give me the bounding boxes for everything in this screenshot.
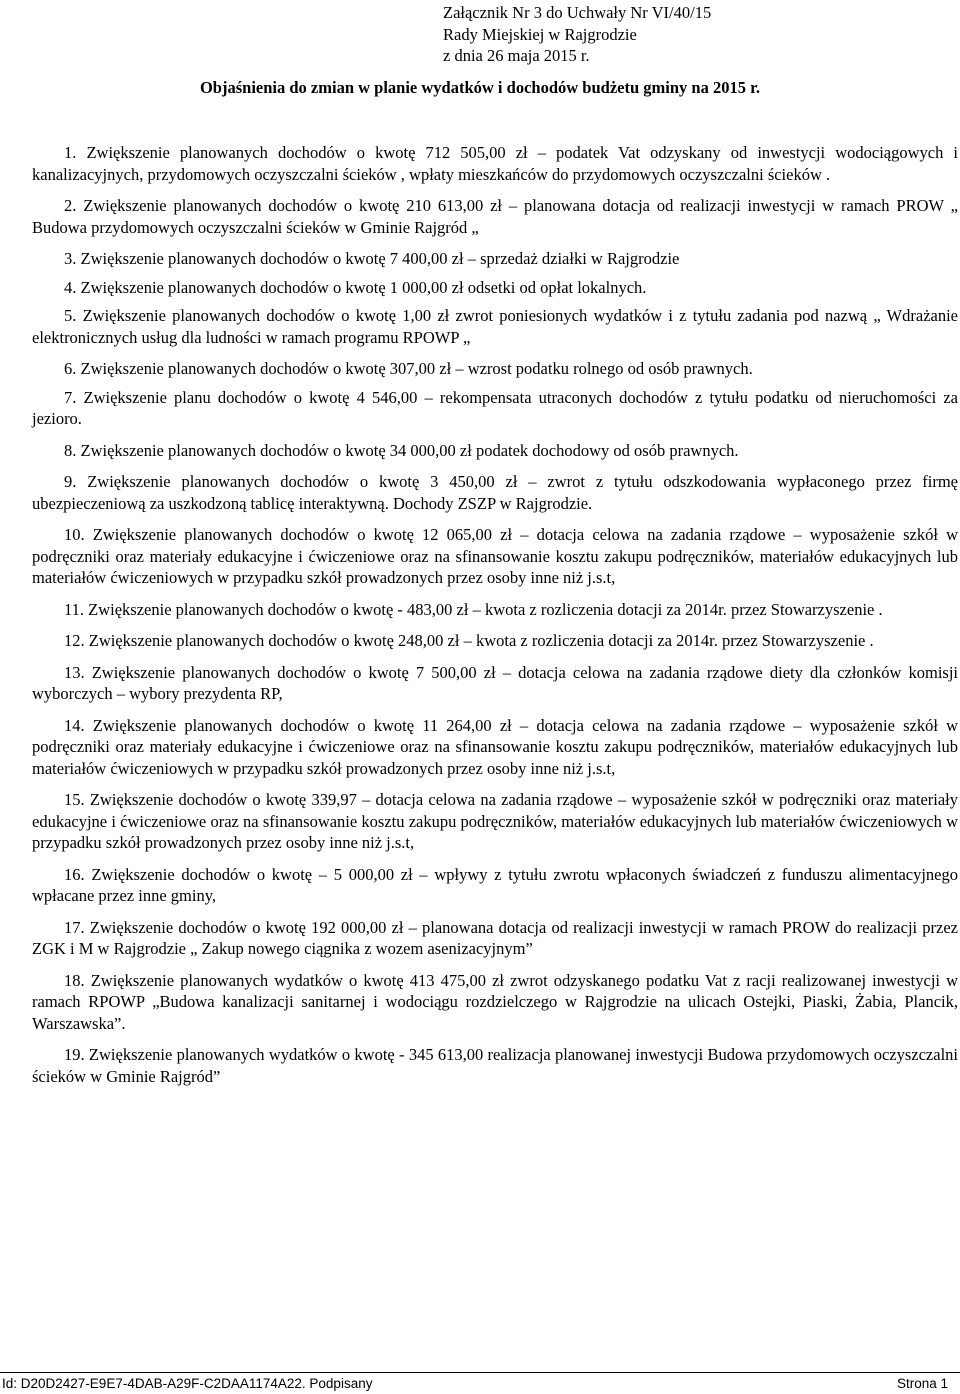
list-item: 4. Zwiększenie planowanych dochodów o kwotę 1 000,00 zł odsetki od opłat lokalnych. — [64, 277, 647, 297]
list-item: 17. Zwiększenie dochodów o kwotę 192 000,00 zł – planowana dotacja od realizacji inwestycji w ramach PROW do realizacji przez ZGK i M w Rajgrodzie „ Zakup nowego ciągnika z wozem asenizacyjnym” — [32, 917, 958, 958]
list-item: 5. Zwiększenie planowanych dochodów o kwotę 1,00 zł zwrot poniesionych wydatków i z tytułu zadania pod nazwą „ Wdrażanie elektronicznych usług dla ludności w ramach programu RPOWP „ — [32, 306, 958, 347]
document-title: Objaśnienia do zmian w planie wydatków i dochodów budżetu gminy na 2015 r. — [199, 78, 761, 97]
list-item: 10. Zwiększenie planowanych dochodów o kwotę 12 065,00 zł – dotacja celowa na zadania rządowe – wyposażenie szkół w podręczniki oraz materiały edukacyjne i ćwiczeniowe oraz na sfinansowanie kosztu zakupu podręczników, materiałów edukacyjnych lub materiałów ćwiczeniowych w przypadku szkół prowadzonych przez osoby inne niż j.s.t, — [32, 525, 958, 587]
list-item: 8. Zwiększenie planowanych dochodów o kwotę 34 000,00 zł podatek dochodowy od osób prawnych. — [64, 440, 739, 460]
list-item: 15. Zwiększenie dochodów o kwotę 339,97 – dotacja celowa na zadania rządowe – wyposażenie szkół w podręczniki oraz materiały edukacyjne i ćwiczeniowe oraz na sfinansowanie kosztu zakupu podręczników, materiałów edukacyjnych lub materiałów ćwiczeniowych w przypadku szkół prowadzonych przez osoby inne niż j.s.t, — [32, 790, 958, 852]
list-item: 9. Zwiększenie planowanych dochodów o kwotę 3 450,00 zł – zwrot z tytułu odszkodowania wypłaconego przez firmę ubezpieczeniową za uszkodzoną tablicę interaktywną. Dochody ZSZP w Rajgrodzie. — [32, 472, 958, 513]
header-line-3: z dnia 26 maja 2015 r. — [443, 46, 590, 65]
list-item: 6. Zwiększenie planowanych dochodów o kwotę 307,00 zł – wzrost podatku rolnego od osób prawnych. — [64, 359, 753, 378]
header-line-2: Rady Miejskiej w Rajgrodzie — [443, 24, 637, 44]
list-item: 14. Zwiększenie planowanych dochodów o kwotę 11 264,00 zł – dotacja celowa na zadania rządowe – wyposażenie szkół w podręczniki oraz materiały edukacyjne i ćwiczeniowe oraz na sfinansowanie kosztu zakupu podręczników, materiałów edukacyjnych lub materiałów ćwiczeniowych w przypadku szkół prowadzonych przez osoby inne niż j.s.t, — [32, 715, 958, 778]
list-item: 18. Zwiększenie planowanych wydatków o kwotę 413 475,00 zł zwrot odzyskanego podatku Vat z racji realizowanej inwestycji w ramach RPOWP „Budowa kanalizacji sanitarnej i wodociągu rozdzielczego w Rajgrodzie na ulicach Ostejki, Piaski, Żabia, Plancik, Warszawska”. — [32, 970, 958, 1033]
list-item: 2. Zwiększenie planowanych dochodów o kwotę 210 613,00 zł – planowana dotacja od realizacji inwestycji w ramach PROW „ Budowa przydomowych oczyszczalni ścieków w Gminie Rajgród „ — [32, 196, 958, 237]
list-item: 12. Zwiększenie planowanych dochodów o kwotę 248,00 zł – kwota z rozliczenia dotacji za 2014r. przez Stowarzyszenie . — [64, 631, 874, 650]
header-line-1: Załącznik Nr 3 do Uchwały Nr VI/40/15 — [443, 3, 712, 22]
list-item: 11. Zwiększenie planowanych dochodów o kwotę - 483,00 zł – kwota z rozliczenia dotacji za 2014r. przez Stowarzyszenie . — [64, 599, 883, 619]
list-item: 13. Zwiększenie planowanych dochodów o kwotę 7 500,00 zł – dotacja celowa na zadania rządowe diety dla członków komisji wyborczych – wybory prezydenta RP, — [32, 662, 958, 703]
list-item: 7. Zwiększenie planu dochodów o kwotę 4 546,00 – rekompensata utraconych dochodów z tytułu podatku od nieruchomości za jezioro. — [32, 387, 958, 428]
list-item: 3. Zwiększenie planowanych dochodów o kwotę 7 400,00 zł – sprzedaż działki w Rajgrodzie — [64, 249, 680, 268]
list-item: 1. Zwiększenie planowanych dochodów o kwotę 712 505,00 zł – podatek Vat odzyskany od inwestycji wodociągowych i kanalizacyjnych, przydomowych oczyszczalni ścieków , wpłaty mieszkańców do przydomowych oczyszczalni ścieków . — [32, 143, 958, 184]
attachment-header — [443, 2, 711, 67]
list-item: 19. Zwiększenie planowanych wydatków o kwotę - 345 613,00 realizacja planowanej inwestycji Budowa przydomowych oczyszczalni ścieków w Gminie Rajgród” — [32, 1045, 958, 1086]
document-body — [32, 142, 958, 1097]
page-footer — [0, 1372, 960, 1394]
list-item: 16. Zwiększenie dochodów o kwotę – 5 000,00 zł – wpływy z tytułu zwrotu wpłaconych świadczeń z funduszu alimentacyjnego wpłacane przez inne gminy, — [32, 864, 958, 905]
document-id: Id: D20D2427-E9E7-4DAB-A29F-C2DAA1174A22. Podpisany — [2, 1376, 373, 1391]
page-number: Strona 1 — [896, 1376, 948, 1391]
